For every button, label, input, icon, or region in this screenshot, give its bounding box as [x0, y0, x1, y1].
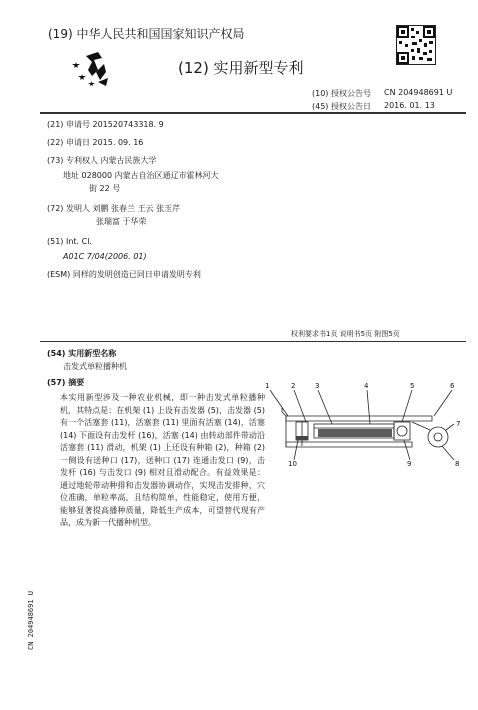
inventors-line-2: 张瑞富 于华荣 — [96, 217, 147, 226]
utility-model-title: 击发式单粒播种机 — [63, 362, 127, 371]
abstract-label: (57) 摘要 — [47, 378, 85, 387]
patent-office-title: (19) 中华人民共和国国家知识产权局 — [48, 27, 245, 41]
grant-number-label: (10) 授权公告号 — [312, 89, 371, 98]
side-publication-number: CN 204948691 U — [27, 590, 35, 650]
application-number: (21) 申请号 201520743318. 9 — [47, 120, 164, 129]
fig-label-8: 8 — [455, 460, 460, 468]
grant-date: 2016. 01. 13 — [384, 101, 435, 110]
fig-label-7: 7 — [456, 420, 461, 428]
fig-label-6: 6 — [450, 382, 455, 390]
fig-label-5: 5 — [410, 382, 415, 390]
address-line-2: 街 22 号 — [89, 184, 121, 193]
title-label: (54) 实用新型名称 — [47, 349, 117, 358]
fig-label-2: 2 — [291, 382, 296, 390]
fig-label-4: 4 — [364, 382, 369, 390]
grant-date-label: (45) 授权公告日 — [312, 102, 371, 111]
document-type-title: (12) 实用新型专利 — [178, 59, 304, 77]
int-cl-value: A01C 7/04(2006. 01) — [63, 252, 147, 261]
biblio-divider — [40, 341, 466, 342]
fig-label-10: 10 — [288, 460, 297, 468]
grant-number: CN 204948691 U — [384, 88, 453, 97]
abstract-text: 本实用新型涉及一种农业机械，即一种击发式单粒播种机，其特点是：在机架 (1) 上设有击发器 (5)，击发器 (5) 有一个活塞套 (11)，活塞套 (11) 里面有活塞 (14)，活塞 (14) 下面设有击发杆 (16)，活塞 (14) 由转动部件带动沿活塞套 (11) 滑动，机架 (1) 上还设有种箱 (2)，种箱 (2) 一侧设有送种口 (17)，送种口 (17) 连通击发口 (9)，击发杆 (16) 与击发口 (9) 相对且滑动配合。有益效果是：通过地轮带动种排和击发器协调动作，实现击发排种，穴位准确，单粒率高，且结构简单，性能稳定，使用方便，能够显著提高播种质量，降低生产成本，可望替代现有产品，成为新一代播种机型。 — [60, 393, 265, 527]
address-line-1: 地址 028000 内蒙古自治区通辽市霍林河大 — [63, 171, 219, 180]
fig-label-1: 1 — [265, 382, 270, 390]
page-counts: 权利要求书1页 说明书5页 附图5页 — [291, 330, 400, 338]
office-emblem — [68, 46, 114, 92]
qr-code — [396, 25, 436, 65]
int-cl-label: (51) Int. Cl. — [47, 237, 92, 246]
abstract-figure — [262, 378, 466, 470]
fig-label-3: 3 — [315, 382, 320, 390]
esm-note: (ESM) 同样的发明创造已同日申请发明专利 — [47, 270, 201, 279]
inventors-line-1: (72) 发明人 刘鹏 张春兰 王云 张玉芹 — [47, 204, 181, 213]
application-date: (22) 申请日 2015. 09. 16 — [47, 138, 144, 147]
header-divider — [40, 112, 466, 114]
patentee: (73) 专利权人 内蒙古民族大学 — [47, 156, 157, 165]
fig-label-9: 9 — [407, 460, 412, 468]
